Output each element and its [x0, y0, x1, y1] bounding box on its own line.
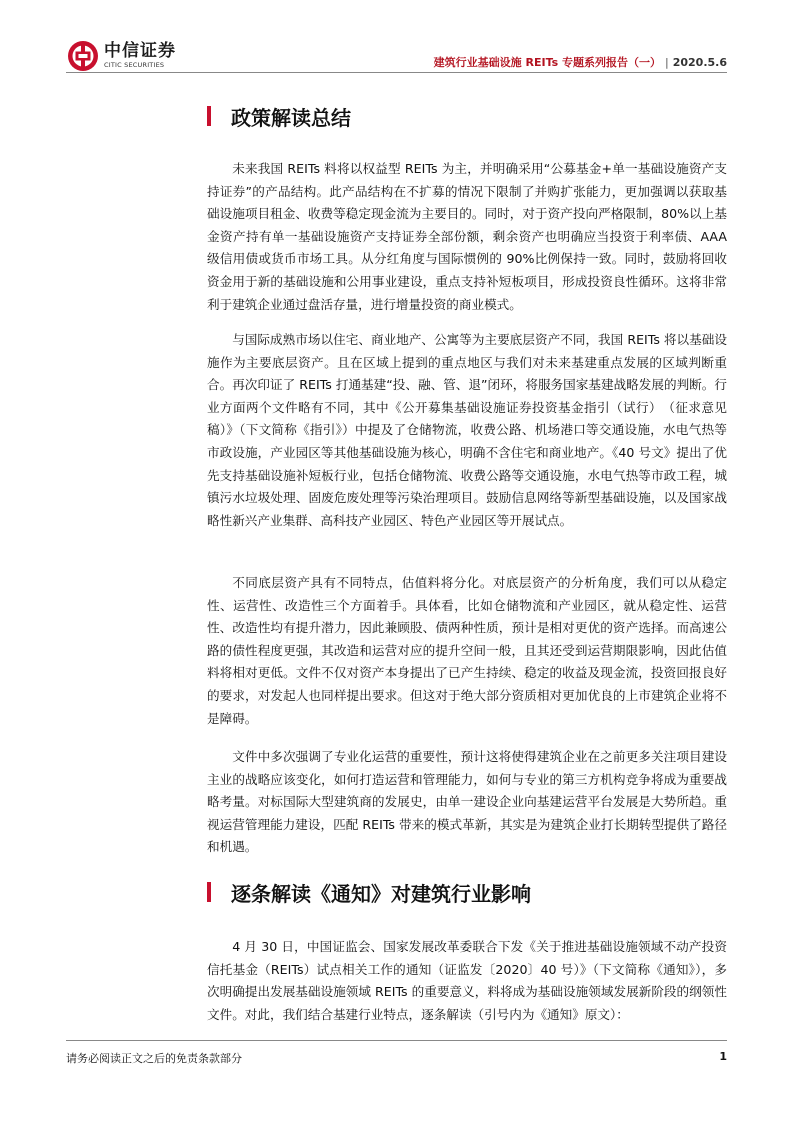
heading-accent-bar — [207, 106, 211, 126]
paragraph: 不同底层资产具有不同特点，估值料将分化。对底层资产的分析角度，我们可以从稳定性、运营性、改造性三个方面着手。具体看，比如仓储物流和产业园区，就从稳定性、运营性、改造性均有提升潜力，因此兼顾股、债两种性质，预计是相对更优的资产选择。而高速公路的债性程度更强，其改造和运营对应的提升空间一般，且其还受到运营期限影响，因此估值料将相对更低。文件不仅对资产本身提出了已产生持续、稳定的收益及现金流，投资回报良好的要求，对发起人也同样提出要求。但这对于绝大部分资质相对更加优良的上市建筑企业将不是障碍。 — [207, 575, 727, 726]
paragraph: 未来我国 REITs 料将以权益型 REITs 为主，并明确采用“公募基金+单一基础设施资产支持证券”的产品结构。此产品结构在不扩募的情况下限制了并购扩张能力，更加强调以获取基础设施项目租金、收费等稳定现金流为主要目的。同时，对于资产投向严格限制，80%以上基金资产持有单一基础设施资产支持证券全部份额，剩余资产也明确应当投资于利率债、AAA 级信用债或货币市场工具。从分红角度与国际惯例的 90%比例保持一致。同时，鼓励将回收资金用于新的基础设施和公用事业建设，重点支持补短板项目，形成投资良性循环。这将非常利于建筑企业通过盘活存量，进行增量投资的商业模式。 — [207, 161, 727, 312]
footer-divider — [66, 1040, 727, 1041]
paragraph: 4 月 30 日，中国证监会、国家发展改革委联合下发《关于推进基础设施领域不动产投资信托基金（REITs）试点相关工作的通知（证监发〔2020〕40 号）》（下文简称《通知》），多次明确提出发展基础设施领域 REITs 的重要意义，料将成为基础设施领域发展新阶段的纲领性文件。对此，我们结合基建行业特点，逐条解读（引号内为《通知》原文）： — [207, 939, 727, 1022]
section-title: 逐条解读《通知》对建筑行业影响 — [231, 881, 531, 906]
report-header — [434, 54, 727, 70]
header-divider — [66, 72, 727, 73]
logo-english-name: CITIC SECURITIES — [104, 61, 165, 69]
disclaimer-note: 请务必阅读正文之后的免责条款部分 — [66, 1052, 242, 1065]
report-date: 2020.5.6 — [672, 56, 727, 69]
logo-chinese-name: 中信证券 — [104, 41, 176, 61]
paragraph: 与国际成熟市场以住宅、商业地产、公寓等为主要底层资产不同，我国 REITs 将以基础设施作为主要底层资产。且在区域上提到的重点地区与我们对未来基建重点发展的区域判断重合。再次印证了 REITs 打通基建“投、融、管、退”闭环，将服务国家基建战略发展的判断。行业方面两个文件略有不同，其中《公开募集基础设施证券投资基金指引（试行） （征求意见稿）》（下文简称《指引》）中提及了仓储物流，收费公路、机场港口等交通设施，水电气热等市政设施，产业园区等其他基础设施为核心，明确不含住宅和商业地产。《40 号文》提出了优先支持基础设施补短板行业，包括仓储物流、收费公路等交通设施，水电气热等市政工程，城镇污水垃圾处理、固废危废处理等污染治理项目。鼓励信息网络等新型基础设施，以及国家战略性新兴产业集群、高科技产业园区、特色产业园区等开展试点。 — [207, 332, 727, 528]
section-heading-policy-summary — [207, 102, 351, 130]
page-number: 1 — [719, 1050, 727, 1063]
citic-emblem-icon — [66, 39, 100, 73]
header-separator: | — [665, 56, 669, 69]
citic-logo — [66, 38, 186, 74]
section-heading-notice-interpretation — [207, 878, 531, 906]
section-title: 政策解读总结 — [231, 105, 351, 130]
heading-accent-bar — [207, 882, 211, 902]
report-title: 建筑行业基础设施 REITs 专题系列报告（一） — [433, 56, 661, 69]
paragraph: 文件中多次强调了专业化运营的重要性，预计这将使得建筑企业在之前更多关注项目建设主业的战略应该变化，如何打造运营和管理能力，如何与专业的第三方机构竞争将成为重要战略考量。对标国际大型建筑商的发展史，由单一建设企业向基建运营平台发展是大势所趋。重视运营管理能力建设，匹配 REITs 带来的模式革新，其实是为建筑企业打长期转型提供了路径和机遇。 — [207, 749, 727, 855]
